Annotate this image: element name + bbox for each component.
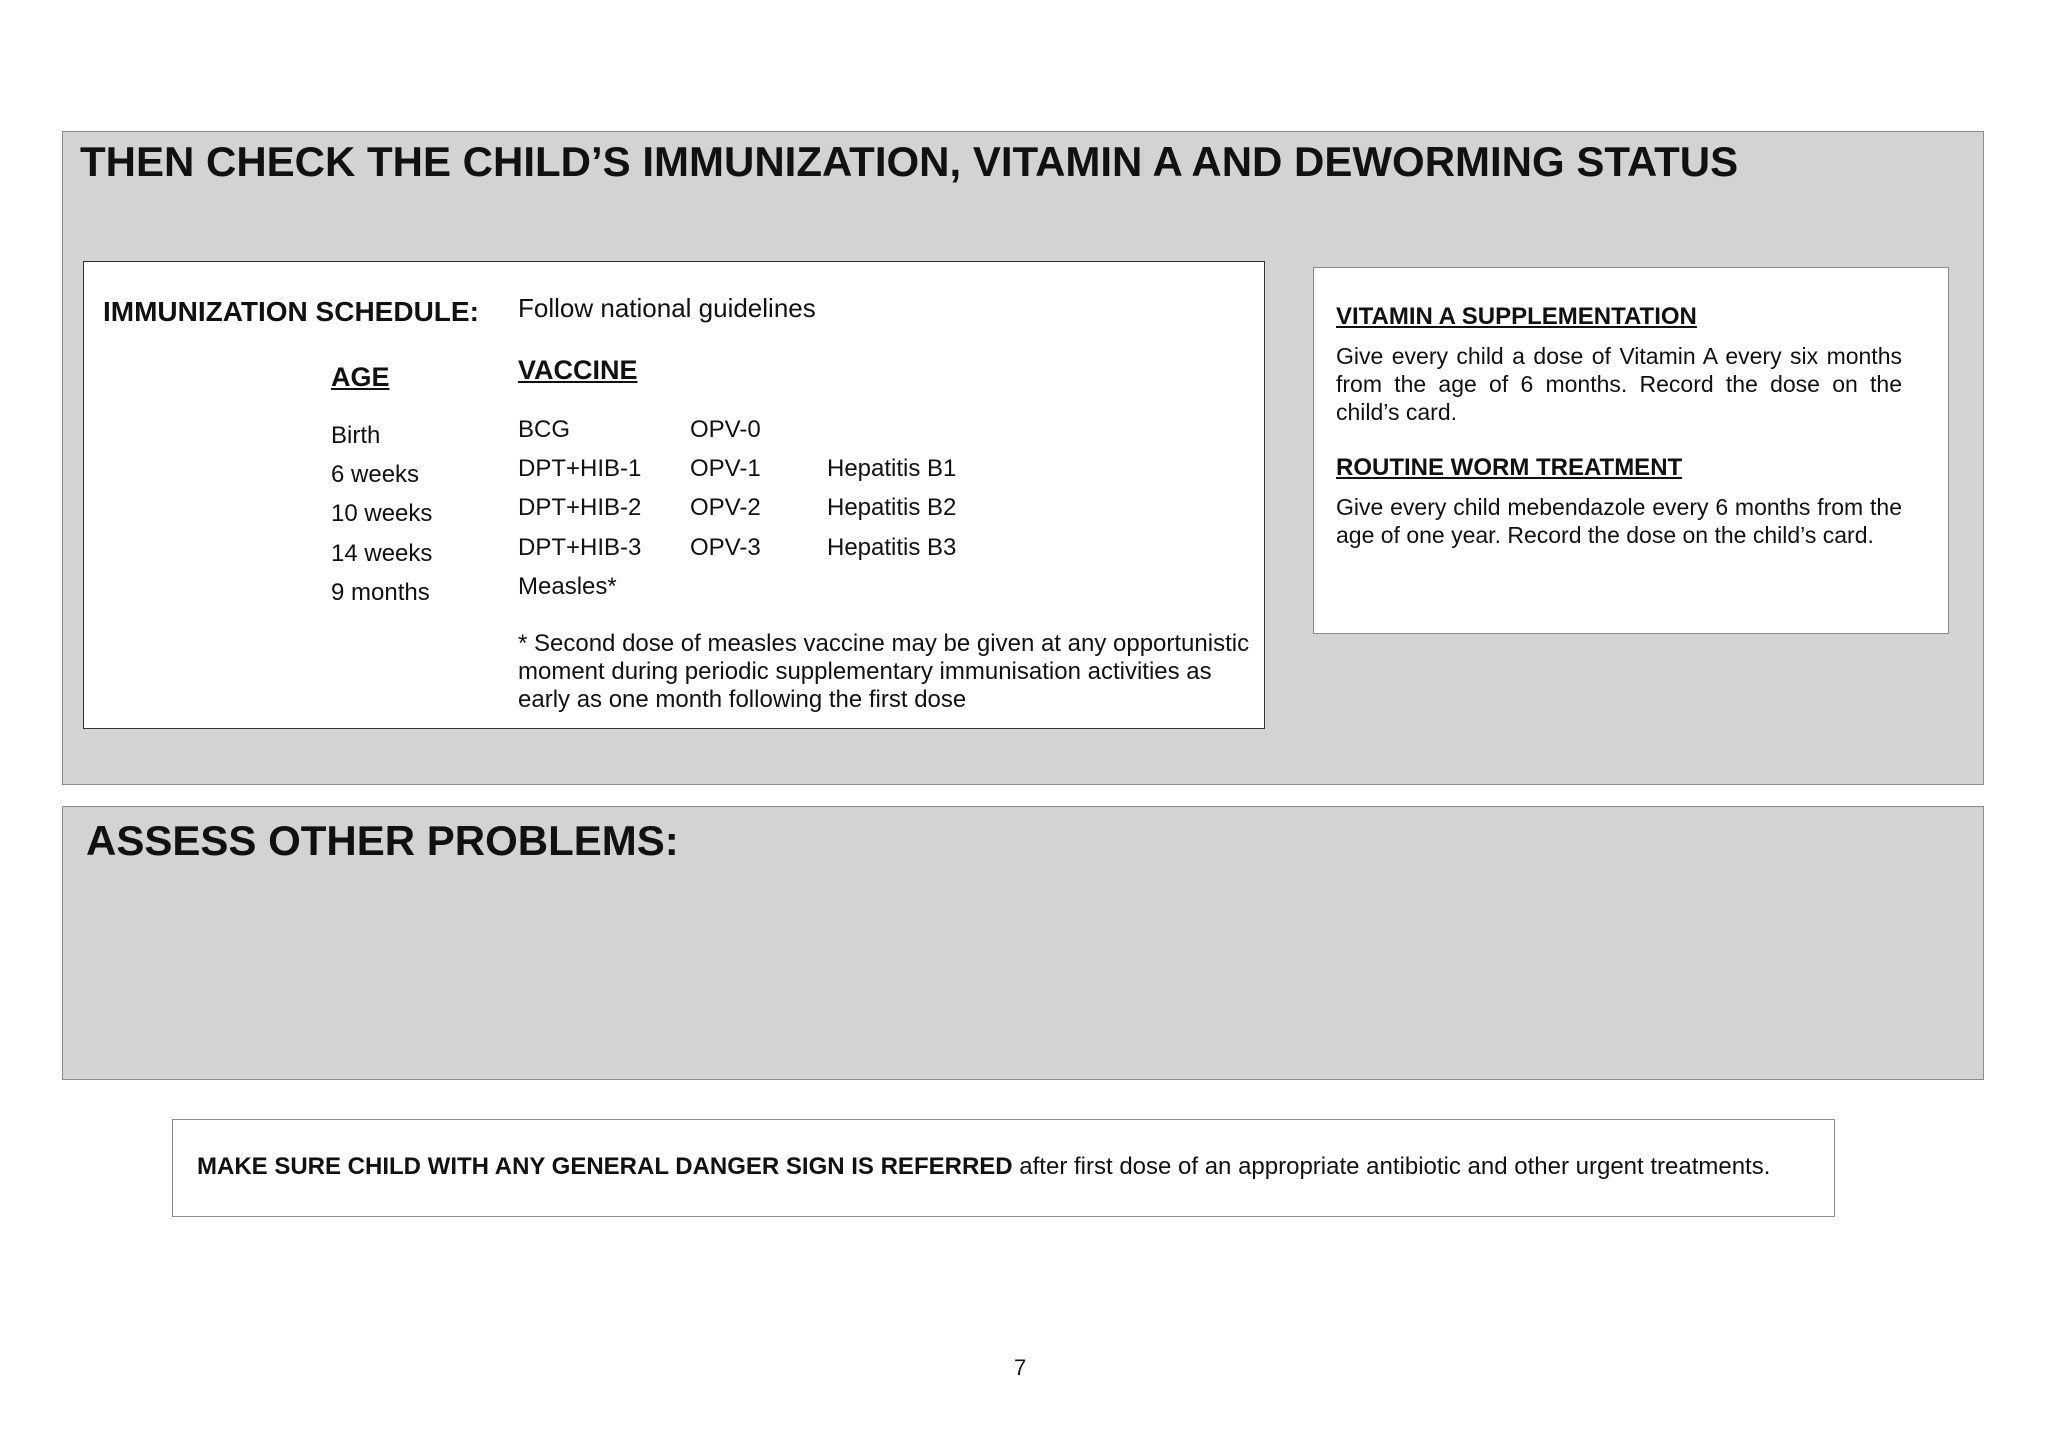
immunization-section-title: THEN CHECK THE CHILD’S IMMUNIZATION, VITAMIN A AND DEWORMING STATUS [80, 138, 1739, 185]
danger-sign-notice-bold: MAKE SURE CHILD WITH ANY GENERAL DANGER SIGN IS REFERRED [197, 1153, 1013, 1180]
age-item: 10 weeks [331, 500, 433, 527]
vitamin-a-text: Give every child a dose of Vitamin A every six months from the age of 6 months. Record the dose on the child’s card. [1336, 343, 1902, 425]
age-item: 9 months [331, 579, 430, 606]
assess-other-problems-title: ASSESS OTHER PROBLEMS: [86, 817, 679, 864]
vitamin-a-heading: VITAMIN A SUPPLEMENTATION [1336, 303, 1697, 330]
vaccine-item: DPT+HIB-3 [518, 534, 642, 561]
worm-treatment-text: Give every child mebendazole every 6 months from the age of one year. Record the dose on the child’s card. [1336, 494, 1902, 548]
vaccine-item: OPV-2 [690, 494, 761, 521]
vaccine-item: DPT+HIB-1 [518, 455, 642, 482]
measles-footnote: * Second dose of measles vaccine may be given at any opportunistic moment during periodic supplementary immunisation activities as early as one month following the first dose [518, 630, 1250, 713]
vaccine-item: BCG [518, 416, 571, 443]
age-item: 6 weeks [331, 461, 420, 488]
worm-treatment-heading: ROUTINE WORM TREATMENT [1336, 454, 1683, 481]
danger-sign-notice-rest: after first dose of an appropriate antibiotic and other urgent treatments. [1012, 1153, 1771, 1180]
vaccine-item: Measles* [518, 573, 617, 600]
vaccine-item: OPV-1 [690, 455, 761, 482]
immunization-schedule-value: Follow national guidelines [518, 293, 816, 323]
vaccine-item: OPV-3 [690, 534, 761, 561]
vaccine-item: Hepatitis B2 [827, 494, 957, 521]
page-number: 7 [1014, 1355, 1027, 1380]
danger-sign-notice [197, 1153, 1770, 1181]
vaccine-item: Hepatitis B3 [827, 534, 957, 561]
age-column-header: AGE [331, 362, 390, 392]
age-item: Birth [331, 422, 381, 449]
vaccine-column-header: VACCINE [518, 355, 638, 385]
vaccine-item: OPV-0 [690, 416, 761, 443]
vaccine-item: DPT+HIB-2 [518, 494, 642, 521]
immunization-schedule-label: IMMUNIZATION SCHEDULE: [103, 296, 479, 327]
age-item: 14 weeks [331, 540, 433, 567]
vaccine-item: Hepatitis B1 [827, 455, 957, 482]
